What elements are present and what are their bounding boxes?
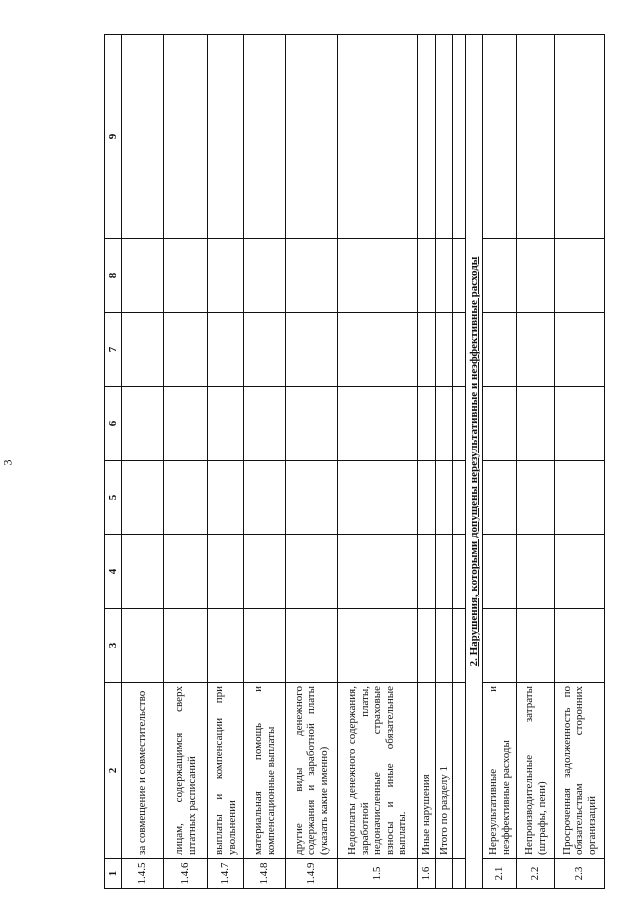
row-description: лицам, содержащимся сверх штатных расписаний bbox=[164, 683, 208, 859]
row-description: Итого по разделу 1 bbox=[435, 683, 453, 859]
page-number: 3 bbox=[0, 459, 15, 466]
table-row bbox=[286, 35, 338, 889]
row-number: 2.3 bbox=[555, 859, 605, 889]
table-row bbox=[244, 35, 286, 889]
row-number: 1.6 bbox=[418, 859, 436, 889]
row-description: за совмещение и совместительство bbox=[122, 683, 164, 859]
row-description: Нерезультативные и неэффективные расходы bbox=[483, 683, 517, 859]
row-description: другие виды денежного содержания и заработной платы (указать какие именно) bbox=[286, 683, 338, 859]
header-cell: 1 bbox=[105, 859, 122, 889]
row-description: Просроченная задолженность по обязательствам сторонних организаций bbox=[555, 683, 605, 859]
header-cell: 4 bbox=[105, 535, 122, 609]
section-title: 2. Нарушения, которыми допущены нерезультативные и неэффективные расходы bbox=[466, 35, 483, 889]
table-row bbox=[338, 35, 418, 889]
row-description: Непроизводительные затраты (штрафы, пени) bbox=[517, 683, 555, 859]
row-number: 2.2 bbox=[517, 859, 555, 889]
row-number bbox=[435, 859, 453, 889]
header-cell: 6 bbox=[105, 387, 122, 461]
row-number: 1.4.5 bbox=[122, 859, 164, 889]
row-number: 1.4.9 bbox=[286, 859, 338, 889]
table-row bbox=[122, 35, 164, 889]
row-description: Недоплаты денежного содержания, заработной платы, недоначисленные страховые взносы и иные обязательные выплаты. bbox=[338, 683, 418, 859]
row-number: 1.4.8 bbox=[244, 859, 286, 889]
table-row bbox=[435, 35, 453, 889]
header-cell: 2 bbox=[105, 683, 122, 859]
row-number: 2.1 bbox=[483, 859, 517, 889]
table-row bbox=[517, 35, 555, 889]
table-row bbox=[164, 35, 208, 889]
table-row bbox=[555, 35, 605, 889]
row-number: 1.5 bbox=[338, 859, 418, 889]
row-description: выплаты и компенсации при увольнении bbox=[208, 683, 244, 859]
row-number: 1.4.7 bbox=[208, 859, 244, 889]
row-number: 1.4.6 bbox=[164, 859, 208, 889]
table-row bbox=[483, 35, 517, 889]
header-row bbox=[105, 35, 122, 889]
spacer-row bbox=[453, 35, 466, 889]
header-cell: 8 bbox=[105, 239, 122, 313]
row-description: Иные нарушения bbox=[418, 683, 436, 859]
row-description: материальная помощь и компенсационные выплаты bbox=[244, 683, 286, 859]
header-cell: 9 bbox=[105, 35, 122, 239]
section-2-header-row bbox=[466, 35, 483, 889]
header-cell: 5 bbox=[105, 461, 122, 535]
header-cell: 3 bbox=[105, 609, 122, 683]
header-cell: 7 bbox=[105, 313, 122, 387]
violations-table bbox=[104, 34, 605, 889]
table-row bbox=[208, 35, 244, 889]
rotated-table-container bbox=[104, 35, 599, 889]
table-row bbox=[418, 35, 436, 889]
